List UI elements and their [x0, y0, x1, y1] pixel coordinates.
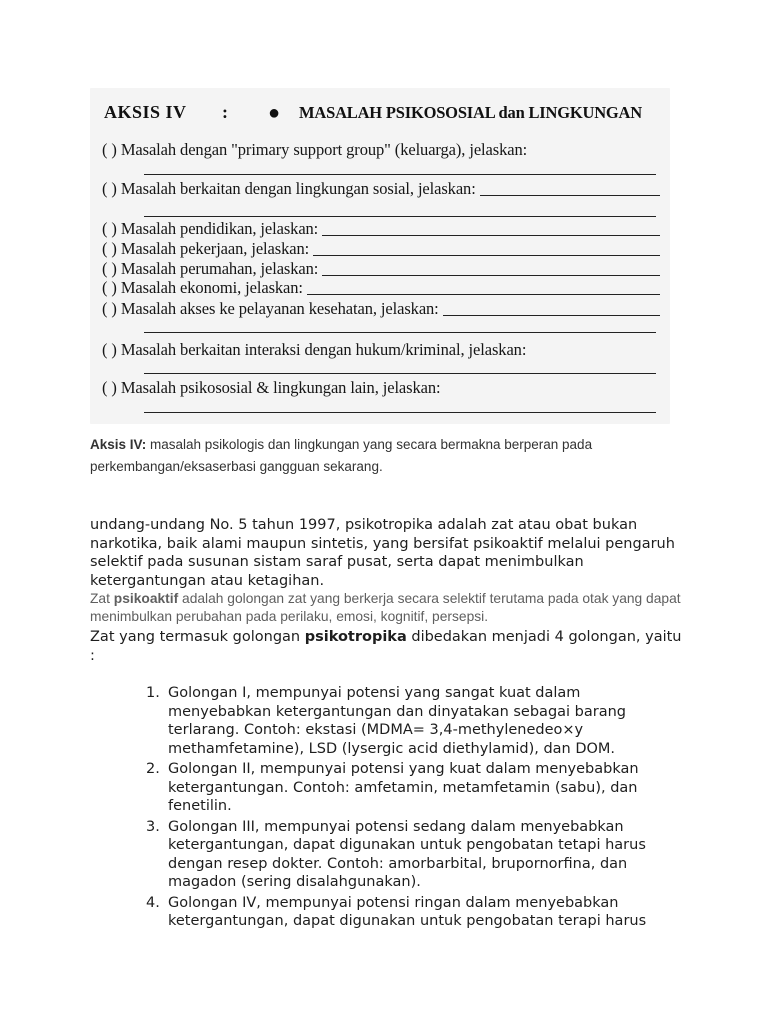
bold-term: psikotropika [304, 629, 407, 645]
fill-line [313, 254, 660, 256]
text-span: dibedakan menjadi 4 golongan, yaitu : [90, 629, 682, 664]
fill-line [144, 412, 656, 413]
caption-text: masalah psikologis dan lingkungan yang secara bermakna berperan pada perkembangan/eksaserbasi gangguan sekarang. [90, 437, 593, 474]
fill-line [322, 274, 660, 276]
form-row-akses-kesehatan [102, 299, 660, 319]
fill-line [144, 174, 656, 175]
paragraph-definition: undang-undang No. 5 tahun 1997, psikotropika adalah zat atau obat bukan narkotika, baik alami maupun sintetis, yang bersifat psikoaktif melalui pengaruh selektif pada susunan sistam saraf pusat, serta dapat menimbulkan ketergantungan atau ketagihan. [90, 517, 675, 589]
list-number: 1. [146, 685, 160, 701]
fill-line [480, 194, 660, 196]
form-row-text: ( ) Masalah pekerjaan, jelaskan: [102, 239, 310, 258]
paragraph-psikoaktif [90, 590, 690, 626]
caption-label: Aksis IV: [90, 437, 147, 452]
form-row-text: ( ) Masalah akses ke pelayanan kesehatan, jelaskan: [102, 299, 439, 318]
list-item [146, 894, 676, 931]
list-number: 4. [146, 894, 160, 911]
list-item-text: Golongan IV, mempunyai potensi ringan dalam menyebabkan ketergantungan, dapat digunakan untuk pengobatan terapi harus [168, 894, 647, 929]
bold-term: psikoaktif [113, 591, 179, 606]
form-header-colon: : [222, 102, 228, 122]
fill-line [307, 293, 660, 295]
fill-line [144, 332, 656, 333]
scanned-form-image [90, 88, 670, 424]
form-aksis-label: AKSIS IV [104, 102, 187, 122]
fill-line [443, 314, 660, 316]
form-row-lingkungan-sosial [102, 179, 660, 199]
form-row-ekonomi [102, 278, 660, 298]
image-caption [90, 434, 690, 478]
fill-line [144, 216, 656, 217]
form-row-text: ( ) Masalah berkaitan interaksi dengan hukum/kriminal, jelaskan: [102, 340, 527, 359]
text-span: Zat [90, 591, 114, 606]
form-row-text: ( ) Masalah psikososial & lingkungan lain, jelaskan: [102, 378, 441, 397]
fill-line [144, 373, 656, 374]
list-item [146, 760, 676, 816]
form-row-text: ( ) Masalah ekonomi, jelaskan: [102, 278, 303, 297]
list-item [146, 818, 676, 892]
form-row-pendidikan [102, 219, 660, 239]
list-item [146, 684, 676, 758]
list-number: 3. [146, 818, 160, 835]
paragraph-golongan-intro [90, 628, 690, 665]
form-row-text: ( ) Masalah perumahan, jelaskan: [102, 259, 319, 278]
form-header [104, 102, 660, 128]
bullet-icon: ● [268, 102, 281, 124]
form-row-text: ( ) Masalah pendidikan, jelaskan: [102, 219, 319, 238]
list-number: 2. [146, 761, 160, 777]
list-item-text: Golongan II, mempunyai potensi yang kuat dalam menyebabkan ketergantungan. Contoh: amfetamin, metamfetamin (sabu), dan fenetilin. [168, 761, 639, 814]
list-item-text: Golongan I, mempunyai potensi yang sangat kuat dalam menyebabkan ketergantungan dan dinyatakan sebagai barang terlarang. Contoh: ekstasi (MDMA= 3,4-methylenedeo×y methamfetamine), LSD (lysergic acid diethylamid), dan DOM. [168, 685, 627, 757]
text-span: Zat yang termasuk golongan [90, 629, 305, 645]
form-heading: MASALAH PSIKOSOSIAL dan LINGKUNGAN [299, 103, 642, 122]
list-item-text: Golongan III, mempunyai potensi sedang dalam menyebabkan ketergantungan, dapat digunakan untuk pengobatan tetapi harus dengan resep dokter. Contoh: amorbarbital, brupornorfina, dan magadon (sering disalahgunakan). [168, 818, 646, 890]
form-row-pekerjaan [102, 239, 660, 259]
fill-line [322, 234, 660, 236]
form-row-hukum-kriminal [102, 340, 660, 360]
form-row-perumahan [102, 259, 660, 279]
form-row-text: ( ) Masalah dengan "primary support group" (keluarga), jelaskan: [102, 140, 528, 159]
form-row-psikososial-lain [102, 378, 660, 398]
text-span: adalah golongan zat yang berkerja secara selektif terutama pada otak yang dapat menimbulkan perubahan pada perilaku, emosi, kognitif, persepsi. [90, 591, 681, 624]
form-row-primary-support [102, 140, 660, 160]
golongan-list [146, 684, 676, 933]
form-row-text: ( ) Masalah berkaitan dengan lingkungan sosial, jelaskan: [102, 179, 476, 198]
